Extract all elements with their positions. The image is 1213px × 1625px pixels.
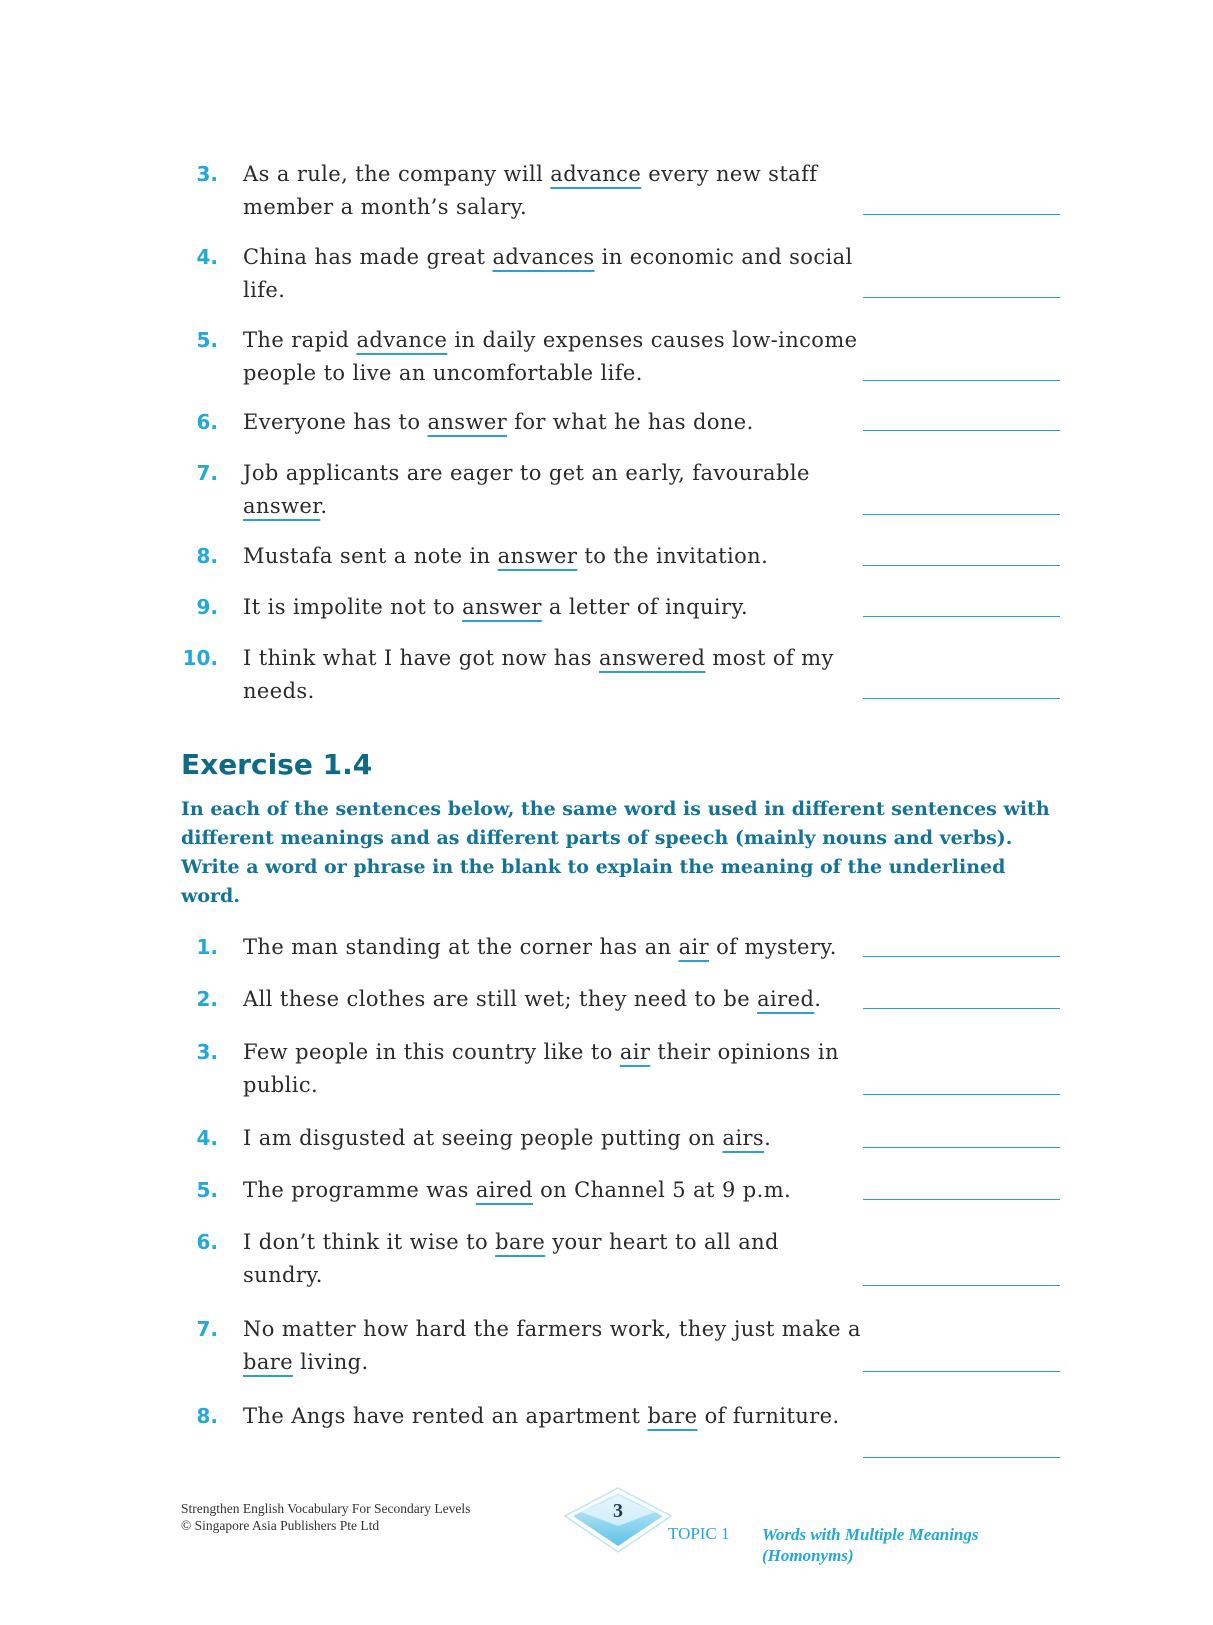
- answer-blank[interactable]: [863, 430, 1060, 431]
- question-text: All these clothes are still wet; they need to be aired.: [243, 987, 822, 1011]
- copyright-notice: © Singapore Asia Publishers Pte Ltd: [181, 1518, 380, 1533]
- underlined-word: aired: [475, 1178, 533, 1202]
- underlined-word: answer: [462, 595, 542, 619]
- question-number: 4.: [196, 1126, 218, 1150]
- underlined-word: advance: [550, 162, 642, 186]
- question-text: Few people in this country like to air their opinions in public.: [243, 1040, 839, 1097]
- question-text: As a rule, the company will advance every new staff member a month’s salary.: [243, 162, 818, 219]
- underlined-word: answer: [497, 544, 578, 568]
- exercise-heading: Exercise 1.4: [181, 748, 373, 781]
- answer-blank[interactable]: [863, 1371, 1060, 1372]
- topic-label: TOPIC 1: [668, 1524, 730, 1543]
- question-number: 3.: [196, 1040, 218, 1064]
- answer-blank[interactable]: [863, 514, 1060, 515]
- question-text: The man standing at the corner has an air of mystery.: [243, 935, 837, 959]
- question-text: I don’t think it wise to bare your heart to all and sundry.: [243, 1230, 779, 1287]
- question-number: 9.: [196, 595, 218, 619]
- underlined-word: bare: [495, 1230, 546, 1254]
- question-number: 2.: [196, 987, 218, 1011]
- topic-title-line-2: (Homonyms): [762, 1546, 854, 1565]
- question-number: 1.: [196, 935, 218, 959]
- question-number: 4.: [196, 245, 218, 269]
- exercise-instructions: In each of the sentences below, the same word is used in different sentences with different meanings and as different parts of speech (mainly nouns and verbs). Write a word or phrase in the blank to explain the meaning of the underlined word.: [181, 798, 1050, 907]
- page-number: 3: [613, 1500, 623, 1522]
- answer-blank[interactable]: [863, 1147, 1060, 1148]
- answer-blank[interactable]: [863, 297, 1060, 298]
- question-number: 6.: [196, 410, 218, 434]
- answer-blank[interactable]: [863, 1008, 1060, 1009]
- question-number: 7.: [196, 461, 218, 485]
- question-text: No matter how hard the farmers work, they just make a bare living.: [243, 1317, 861, 1374]
- book-title: Strengthen English Vocabulary For Secondary Levels: [181, 1501, 471, 1516]
- question-text: I am disgusted at seeing people putting on airs.: [243, 1126, 772, 1150]
- underlined-word: advance: [356, 328, 448, 352]
- underlined-word: advances: [492, 245, 595, 269]
- topic-title-line-1: Words with Multiple Meanings: [762, 1525, 979, 1544]
- question-number: 5.: [196, 1178, 218, 1202]
- question-text: Job applicants are eager to get an early, favourable answer.: [243, 461, 810, 518]
- underlined-word: answered: [599, 646, 706, 670]
- question-number: 6.: [196, 1230, 218, 1254]
- question-number: 3.: [196, 162, 218, 186]
- answer-blank[interactable]: [863, 1457, 1060, 1458]
- answer-blank[interactable]: [863, 1094, 1060, 1095]
- underlined-word: answer: [243, 494, 321, 518]
- underlined-word: aired: [757, 987, 815, 1011]
- underlined-word: bare: [647, 1404, 698, 1428]
- question-text: Mustafa sent a note in answer to the invitation.: [243, 544, 769, 568]
- footer-credits: [181, 1500, 470, 1534]
- topic-title: [762, 1524, 979, 1566]
- question-text: Everyone has to answer for what he has done.: [243, 410, 754, 434]
- question-number: 5.: [196, 328, 218, 352]
- question-text: I think what I have got now has answered most of my needs.: [243, 646, 834, 703]
- question-number: 8.: [196, 1404, 218, 1428]
- answer-blank[interactable]: [863, 698, 1060, 699]
- underlined-word: answer: [427, 410, 508, 434]
- question-text: China has made great advances in economic and social life.: [243, 245, 853, 302]
- question-text: The programme was aired on Channel 5 at 9 p.m.: [243, 1178, 792, 1202]
- question-number: 8.: [196, 544, 218, 568]
- question-text: It is impolite not to answer a letter of inquiry.: [243, 595, 749, 619]
- answer-blank[interactable]: [863, 956, 1060, 957]
- answer-blank[interactable]: [863, 1199, 1060, 1200]
- answer-blank[interactable]: [863, 616, 1060, 617]
- question-text: The Angs have rented an apartment bare of furniture.: [243, 1404, 840, 1428]
- underlined-word: air: [619, 1040, 651, 1064]
- question-number: 10.: [182, 646, 218, 670]
- answer-blank[interactable]: [863, 214, 1060, 215]
- question-number: 7.: [196, 1317, 218, 1341]
- underlined-word: air: [678, 935, 710, 959]
- answer-blank[interactable]: [863, 1285, 1060, 1286]
- question-text: The rapid advance in daily expenses causes low-income people to live an uncomfortable life.: [243, 328, 858, 385]
- underlined-word: bare: [243, 1350, 294, 1374]
- underlined-word: airs: [722, 1126, 765, 1150]
- answer-blank[interactable]: [863, 565, 1060, 566]
- answer-blank[interactable]: [863, 380, 1060, 381]
